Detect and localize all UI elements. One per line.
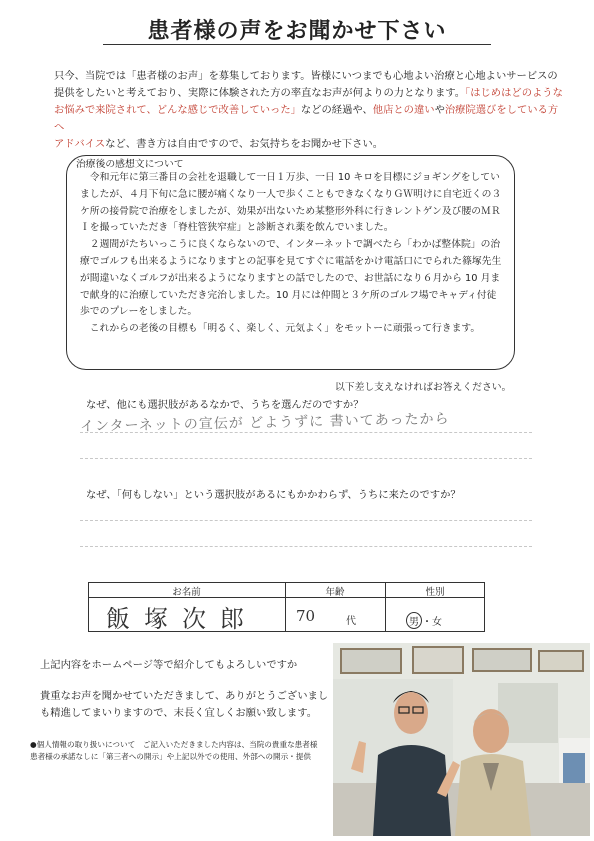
essay-paragraph: これからの老後の目標も「明るく、楽しく、元気よく」をモットーに頑張って行きます。 (89, 323, 481, 335)
essay-paragraph: 令和元年に第三番目の会社を退職して一日１万歩、一日 10 キロを目標にジョギングをしていましたが、４月下旬に急に腰が痛くなり一人で歩くこともできなくなりＧＷ明けに自宅近くの３ケ所の接骨院で治療をしましたが、効果が出ないため某整形外科に行きレントゲン及び腰のＭＲＩを撮っていただき「脊柱管狭窄症」と診断され薬を飲んでいました。 (80, 172, 502, 234)
intro-line-4: アドバイスなど、書き方は自由ですので、お気持ちをお聞かせ下さい。 (54, 138, 383, 150)
consent-question: 上記内容をホームページ等で紹介してもよろしいですか (40, 659, 298, 671)
privacy-footer: ●個人情報の取り扱いについて ご記入いただきました内容は、当院の貴重な患者様 患者様の承諾なしに「第三者への開示」や上記以外での使用、外部への開示・提供 (30, 740, 318, 761)
gender-label: 性別 (425, 587, 445, 598)
gender-male-circled: 男 (406, 612, 422, 629)
question-2: なぜ、「何もしない」という選択肢があるにもかかわらず、うちに来たのですか？ (86, 489, 461, 501)
intro-line-2: 提供をしたいと考えており、実際に体験された方の率直なお声が何よりの力となります。「はじめはどのような (54, 87, 563, 99)
essay-body (80, 170, 504, 338)
essay-heading: 治療後の感想文について (76, 159, 184, 170)
gender-options: 男 ・女 (406, 612, 442, 629)
age-label: 年齢 (325, 587, 345, 598)
thanks-text: 貴重なお声を聞かせていただきまして、ありがとうございまし も精進してまいりますので、末長く宜しくお願い致します。 (40, 690, 329, 719)
question-1: なぜ、他にも選択肢があるなかで、うちを選んだのですか？ (86, 399, 364, 411)
intro-text (54, 68, 564, 153)
intro-line-3: お悩みで来院されて、どんな感じで改善していった」などの経過や、他店との違いや治療院選びをしている方へ (54, 104, 559, 133)
essay-paragraph: ２週間がたちいっこうに良くならないので、インターネットで調べたら「わかば整体院」の治療でゴルフも出来るようになりますとの記事を見てすぐに電話をかけ電話口にでられた篠塚先生が間違いなくゴルフが出来るようになりますとの話でしたので、お世話になり６月から 10 月まで献身的に治療していただき完治しました。10 月には仲間と３ケ所のゴルフ場でキャディ付徒歩でのプレーをしました。 (80, 239, 502, 318)
page-title: 患者様の声をお聞かせ下さい (147, 19, 447, 44)
answer-line (80, 546, 532, 547)
gender-female: 女 (432, 617, 442, 628)
answer-line (80, 520, 532, 521)
answer-line (80, 458, 532, 459)
intro-line-1: 只今、当院では「患者様のお声」を募集しております。皆様にいつまでも心地よい治療と心地よいサービスの (54, 70, 558, 82)
age-unit: 代 (346, 616, 356, 627)
answer-line (80, 432, 532, 433)
title-underline (103, 44, 491, 45)
age-value: 70 (296, 607, 316, 625)
optional-note: 以下差し支えなければお答えください。 (335, 382, 512, 393)
patient-photo (333, 643, 590, 836)
name-value: 飯塚次郎 (106, 605, 258, 633)
name-label: お名前 (172, 587, 201, 598)
answer-1: インターネットの宣伝が どようずに 書いてあったから (79, 411, 450, 435)
